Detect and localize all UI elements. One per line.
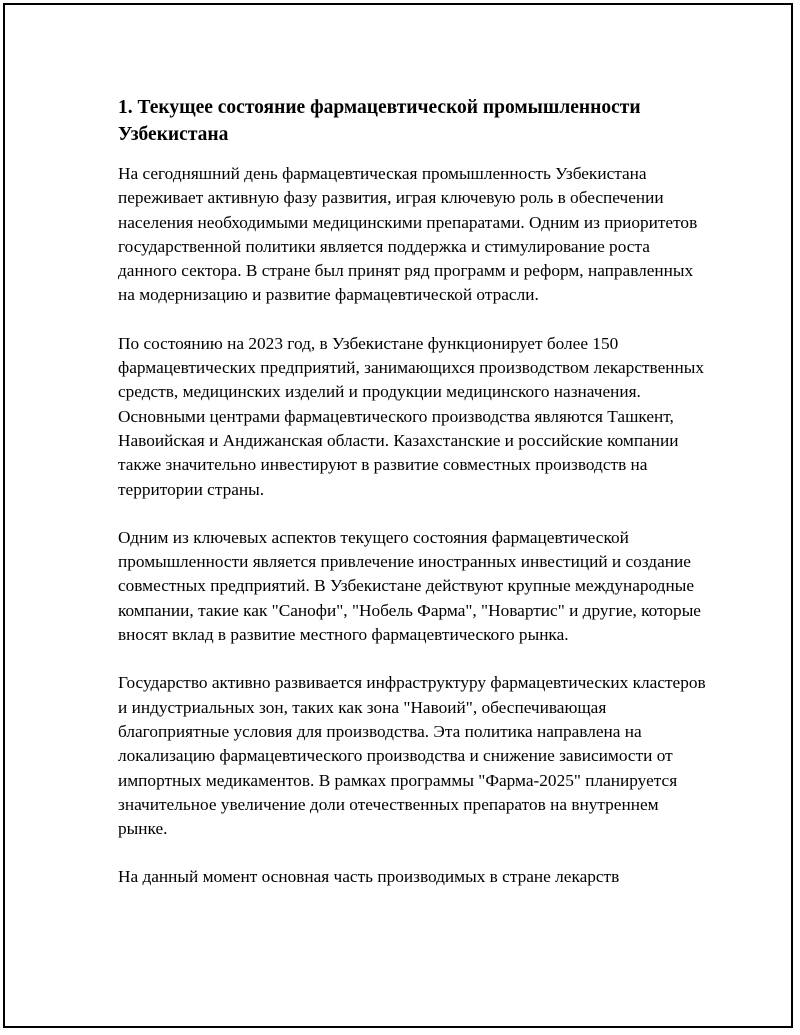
paragraph-4: Государство активно развивается инфраструктуру фармацевтических кластеров и индустриальных зон, таких как зона "Навоий", обеспечивающая благоприятные условия для производства. Эта политика направлена на локализацию фармацевтического производства и снижение зависимости от импортных медикаментов. В рамках программы "Фарма-2025" планируется значительное увеличение доли отечественных препаратов на внутреннем рынке. bbox=[118, 673, 706, 839]
paragraph-3: Одним из ключевых аспектов текущего состояния фармацевтической промышленности является привлечение иностранных инвестиций и создание совместных предприятий. В Узбекистане действуют крупные международные компании, такие как "Санофи", "Нобель Фарма", "Новартис" и другие, которые вносят вклад в развитие местного фармацевтического рынка. bbox=[118, 527, 701, 645]
paragraph-2: По состоянию на 2023 год, в Узбекистане функционирует более 150 фармацевтических предприятий, занимающихся производством лекарственных средств, медицинских изделий и продукции медицинского назначения. Основными центрами фармацевтического производства являются Ташкент, Навоийская и Андижанская области. Казахстанские и российские компании также значительно инвестируют в развитие совместных производств на территории страны. bbox=[118, 333, 705, 499]
section-heading: 1. Текущее состояние фармацевтической промышленности Узбекистана bbox=[118, 97, 641, 145]
document-body bbox=[118, 94, 708, 914]
paragraph-5: На данный момент основная часть производимых в стране лекарств bbox=[118, 867, 620, 887]
paragraph-1: На сегодняшний день фармацевтическая промышленность Узбекистана переживает активную фазу развития, играя ключевую роль в обеспечении населения необходимыми медицинскими препаратами. Одним из приоритетов государственной политики является поддержка и стимулирование роста данного сектора. В стране был принят ряд программ и реформ, направленных на модернизацию и развитие фармацевтической отрасли. bbox=[118, 164, 698, 305]
